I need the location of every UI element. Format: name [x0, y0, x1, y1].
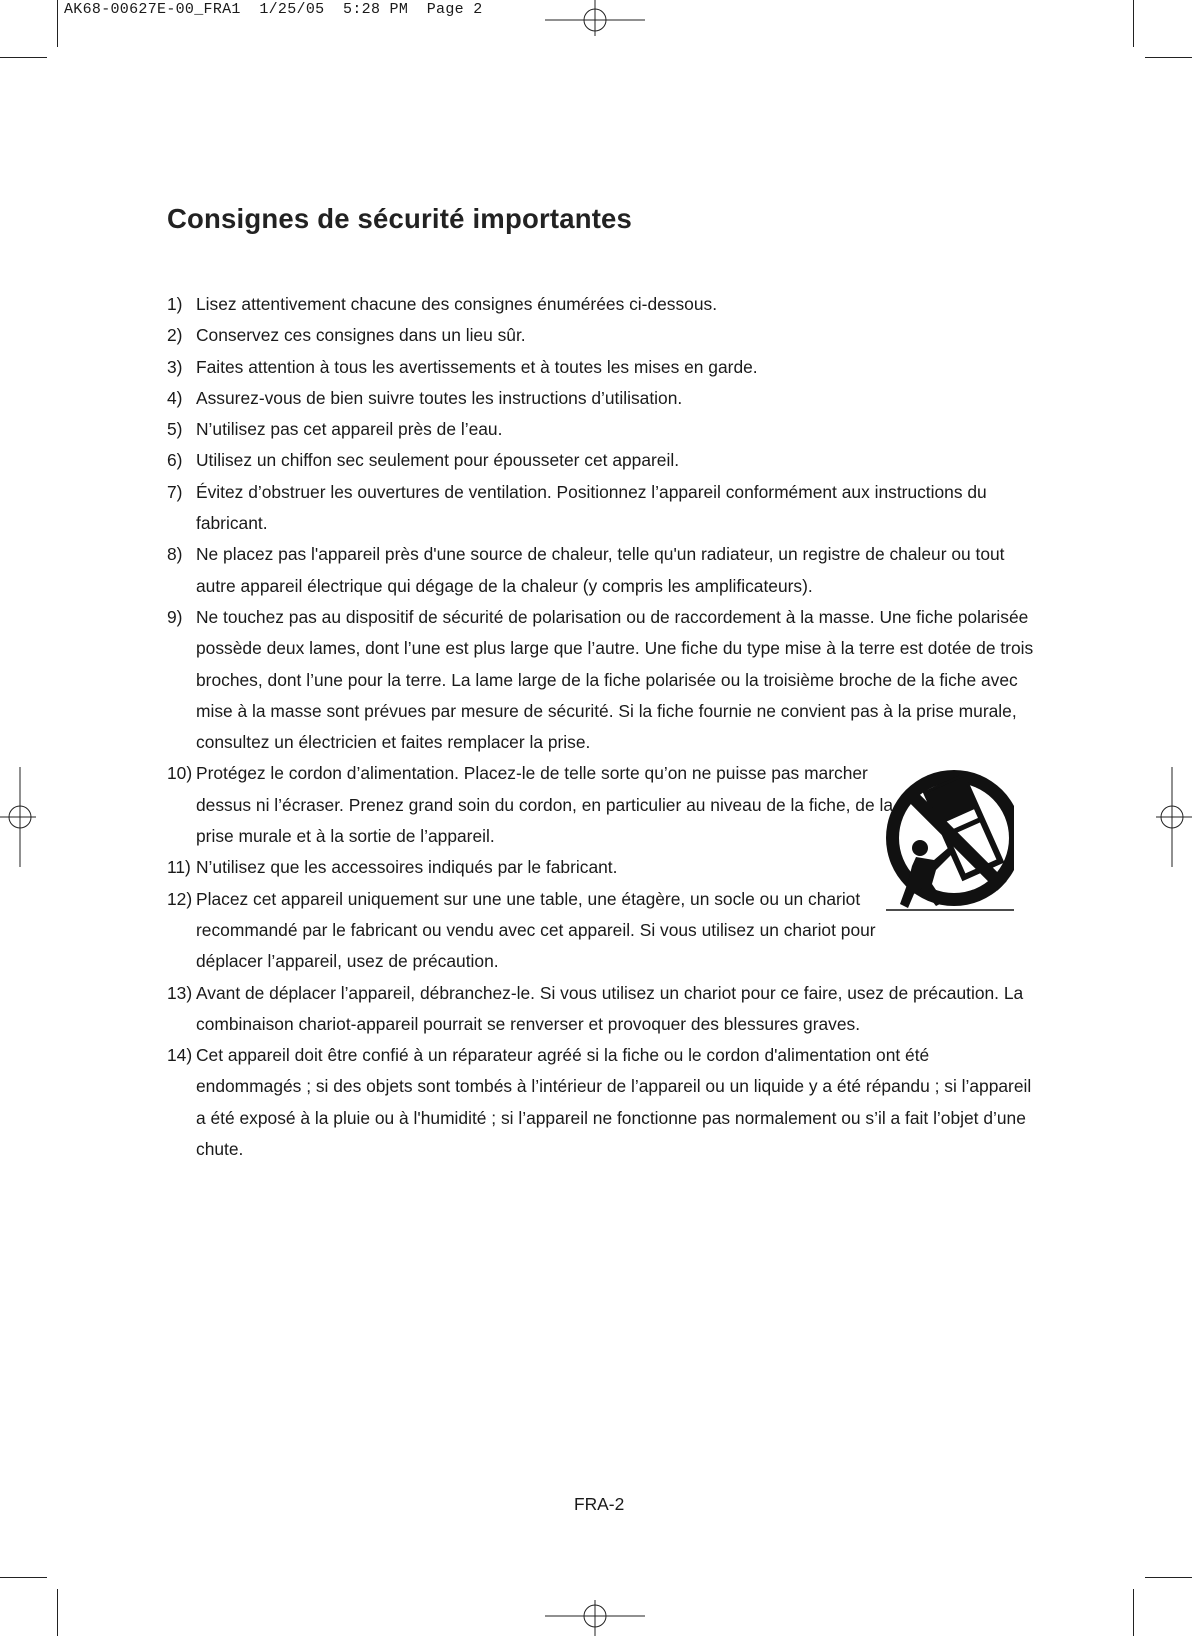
list-item — [167, 383, 1037, 414]
crop-mark-top-right-h — [1145, 57, 1192, 58]
item-number: 2) — [167, 325, 183, 346]
item-text: Lisez attentivement chacune des consignes énumérées ci-dessous. — [196, 294, 718, 314]
list-item — [167, 320, 1037, 351]
registration-mark-left-icon — [0, 767, 40, 867]
item-number: 13) — [167, 982, 193, 1003]
crop-mark-bottom-right-h — [1145, 1577, 1192, 1578]
item-number: 5) — [167, 419, 183, 440]
crop-mark-top-left-h — [0, 57, 47, 58]
list-item — [167, 978, 1037, 1041]
item-text: Ne placez pas l'appareil près d'une source de chaleur, telle qu'un radiateur, un registre de chaleur ou tout autre appareil électrique qui dégage de la chaleur (y compris les amplificateurs). — [196, 544, 1005, 596]
list-item — [167, 758, 896, 852]
list-item — [167, 289, 1037, 320]
item-text: Utilisez un chiffon sec seulement pour épousseter cet appareil. — [196, 450, 680, 471]
item-text: Conservez ces consignes dans un lieu sûr. — [196, 325, 526, 346]
item-text: Cet appareil doit être confié à un réparateur agréé si la fiche ou le cordon d'alimentation ont été endommagés ; si des objets sont tombés à l’intérieur de l’appareil ou un liquide y a été répandu ; si l’appareil a été exposé à la pluie ou à l'humidité ; si l’appareil ne fonctionne pas normalement ou s’il a fait l’objet d’une chute. — [196, 1045, 1032, 1160]
crop-mark-bottom-right-v — [1133, 1589, 1134, 1636]
list-item — [167, 539, 1037, 602]
list-item — [167, 477, 1037, 540]
registration-mark-right-icon — [1152, 767, 1192, 867]
item-text: Protégez le cordon d’alimentation. Placez-le de telle sorte qu’on ne puisse pas marcher dessus ni l’écraser. Prenez grand soin du cordon, en particulier au niveau de la fiche, de la prise murale et à la sortie de l’appareil. — [196, 763, 894, 847]
registration-mark-bottom-icon — [545, 1596, 645, 1636]
list-item — [167, 602, 1037, 758]
safety-instructions-list — [167, 289, 1037, 1165]
item-number: 9) — [167, 606, 183, 627]
list-item — [167, 852, 896, 883]
item-number: 1) — [167, 294, 183, 314]
cart-tip-over-warning-icon — [878, 762, 1014, 920]
item-number: 3) — [167, 356, 183, 377]
item-number: 7) — [167, 481, 183, 502]
list-item — [167, 884, 896, 978]
item-number: 4) — [167, 387, 183, 408]
item-number: 11) — [167, 857, 191, 878]
item-text: Évitez d’obstruer les ouvertures de ventilation. Positionnez l’appareil conformément aux instructions du fabricant. — [196, 481, 987, 534]
page-number: FRA-2 — [574, 1494, 625, 1514]
item-text: Placez cet appareil uniquement sur une une table, une étagère, un socle ou un chariot recommandé par le fabricant ou vendu avec cet appareil. Si vous utilisez un chariot pour déplacer l’appareil, usez de précaution. — [196, 888, 876, 972]
item-number: 6) — [167, 450, 183, 471]
list-item — [167, 445, 1037, 476]
registration-mark-top-icon — [545, 0, 645, 40]
item-text: Assurez-vous de bien suivre toutes les instructions d’utilisation. — [196, 387, 683, 408]
crop-mark-top-right-v — [1133, 0, 1134, 47]
list-item — [167, 414, 1037, 445]
print-slug: AK68-00627E-00_FRA1 1/25/05 5:28 PM Page 2 — [64, 1, 483, 18]
list-item — [167, 1040, 1037, 1165]
crop-mark-top-left-v — [57, 0, 58, 47]
item-number: 10) — [167, 763, 193, 784]
crop-mark-bottom-left-h — [0, 1577, 47, 1578]
item-text: Avant de déplacer l’appareil, débranchez-le. Si vous utilisez un chariot pour ce faire, usez de précaution. La combinaison chariot-appareil pourrait se renverser et provoquer des blessures graves. — [196, 982, 1024, 1034]
item-number: 12) — [167, 888, 193, 909]
item-text: N’utilisez pas cet appareil près de l’eau. — [196, 419, 503, 440]
crop-mark-bottom-left-v — [57, 1589, 58, 1636]
list-item — [167, 352, 1037, 383]
item-text: N’utilisez que les accessoires indiqués par le fabricant. — [196, 857, 618, 878]
item-number: 14) — [167, 1045, 193, 1066]
item-text: Ne touchez pas au dispositif de sécurité de polarisation ou de raccordement à la masse. Une fiche polarisée possède deux lames, dont l’une est plus large que l’autre. Une fiche du type mise à la terre est dotée de trois broches, dont l’une pour la terre. La lame large de la fiche polarisée ou la troisième broche de la fiche avec mise à la masse sont prévues par mesure de sécurité. Si la fiche fournie ne convient pas à la prise murale, consultez un électricien et faites remplacer la prise. — [196, 606, 1034, 753]
page-title: Consignes de sécurité importantes — [167, 203, 633, 234]
item-text: Faites attention à tous les avertissements et à toutes les mises en garde. — [196, 356, 758, 377]
item-number: 8) — [167, 544, 183, 565]
